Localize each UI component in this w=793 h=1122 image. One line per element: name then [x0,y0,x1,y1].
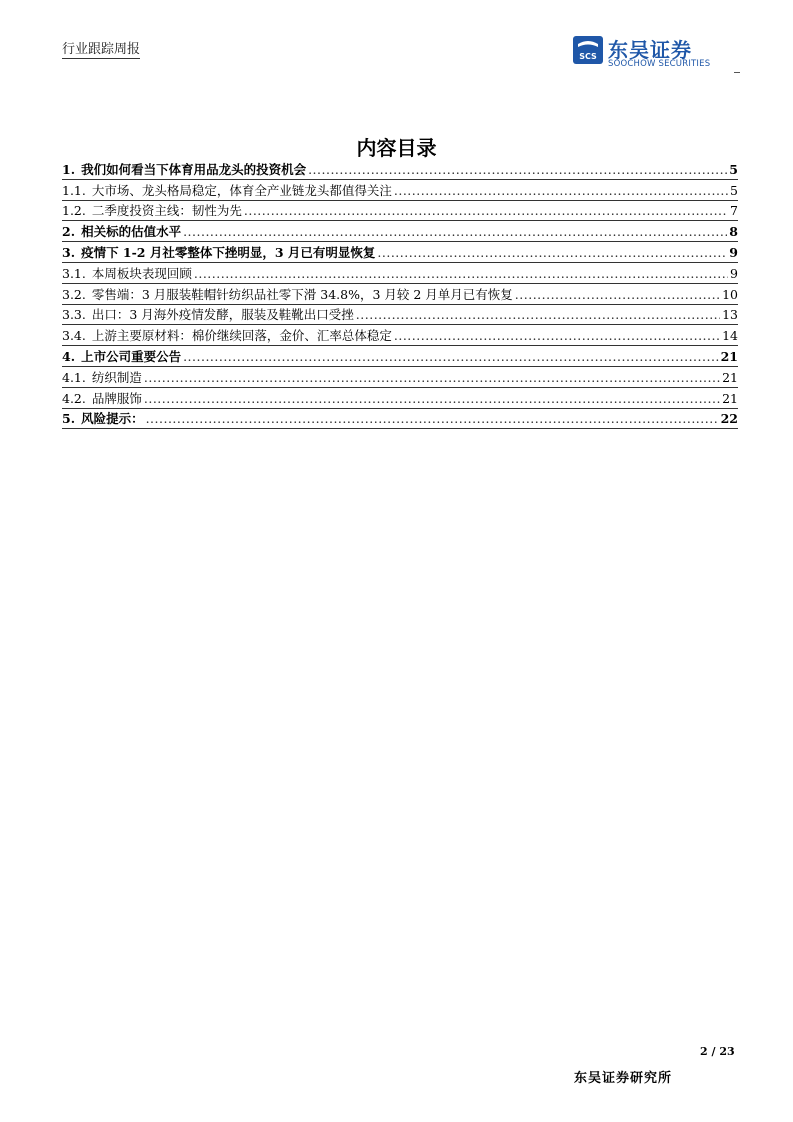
toc-entry-page: 9 [730,265,738,281]
toc-entry-title: 品牌服饰 [91,390,142,406]
toc-entry-title: 大市场、龙头格局稳定，体育全产业链龙头都值得关注 [91,182,392,198]
toc-entry[interactable] [62,159,738,180]
toc-entry-number: 2. [62,224,76,240]
toc-dot-leader [183,223,727,241]
toc-entry-title: 纺织制造 [91,369,142,385]
toc-entry-number: 1. [62,161,76,177]
toc-entry-title: 风险提示： [81,411,144,427]
toc-entry[interactable] [62,284,738,305]
toc-dot-leader [308,161,727,179]
toc-entry-page: 21 [722,390,738,406]
toc-entry[interactable] [62,263,738,284]
toc-entry-page: 21 [722,369,738,385]
toc-entry-title: 出口：3 月海外疫情发酵，服装及鞋靴出口受挫 [91,307,354,323]
toc-entry-title: 相关标的估值水平 [81,224,182,240]
toc-entry[interactable] [62,201,738,222]
toc-entry[interactable] [62,180,738,201]
toc-dot-leader [244,202,728,220]
toc-entry[interactable] [62,388,738,409]
toc-entry-number: 4.1. [62,369,86,385]
toc-entry[interactable] [62,325,738,346]
toc-dot-leader [183,348,719,366]
toc-entry-title: 疫情下 1-2 月社零整体下挫明显，3 月已有明显恢复 [81,244,376,260]
logo-company-name-en: SOOCHOW SECURITIES [608,59,711,69]
toc-title: 内容目录 [356,136,437,160]
toc-dot-leader [377,244,727,262]
toc-entry-title: 二季度投资主线：韧性为先 [91,203,242,219]
toc-dot-leader [144,369,720,387]
toc-entry[interactable] [62,305,738,326]
toc-entry-number: 5. [62,411,76,427]
toc-dot-leader [144,390,720,408]
toc-entry-number: 3.3. [62,307,86,323]
toc-entry-number: 1.1. [62,182,86,198]
toc-entry-page: 22 [720,411,738,427]
toc-entry-page: 10 [722,286,738,302]
toc-entry-number: 4.2. [62,390,86,406]
toc-entry-page: 5 [730,182,738,198]
header-divider [734,72,740,73]
toc-entry-page: 8 [729,224,738,240]
company-logo [572,34,742,74]
toc-dot-leader [146,410,719,428]
toc-entry-page: 13 [722,307,738,323]
toc-entry-page: 14 [722,328,738,344]
toc-entry-title: 我们如何看当下体育用品龙头的投资机会 [81,161,307,177]
toc-entry[interactable] [62,242,738,263]
scs-logo-icon [572,34,604,66]
table-of-contents [62,159,738,429]
toc-entry-title: 零售端：3 月服装鞋帽针纺织品社零下滑 34.8%，3 月较 2 月单月已有恢复 [91,286,513,302]
toc-entry-page: 9 [729,244,738,260]
report-type-tag: 行业跟踪周报 [62,38,140,59]
toc-dot-leader [356,306,720,324]
toc-dot-leader [194,265,728,283]
toc-entry-number: 4. [62,348,76,364]
toc-dot-leader [515,286,720,304]
toc-dot-leader [394,182,728,200]
toc-entry-page: 21 [720,348,738,364]
toc-entry[interactable] [62,367,738,388]
toc-entry-title: 上市公司重要公告 [81,348,182,364]
toc-entry-number: 1.2. [62,203,86,219]
toc-entry[interactable] [62,409,738,430]
page-number: 2 / 23 [700,1045,735,1058]
logo-mark-text: SCS [579,52,597,61]
toc-entry[interactable] [62,346,738,367]
toc-entry-number: 3. [62,244,76,260]
toc-entry-number: 3.4. [62,328,86,344]
logo-company-name-cn: 东吴证券 [608,38,692,62]
toc-entry-page: 5 [729,161,738,177]
toc-entry[interactable] [62,221,738,242]
toc-entry-number: 3.2. [62,286,86,302]
toc-entry-page: 7 [730,203,738,219]
toc-entry-title: 上游主要原材料：棉价继续回落，金价、汇率总体稳定 [91,328,392,344]
toc-entry-number: 3.1. [62,265,86,281]
toc-dot-leader [394,327,720,345]
footer-organization: 东吴证券研究所 [574,1071,673,1086]
toc-entry-title: 本周板块表现回顾 [91,265,192,281]
